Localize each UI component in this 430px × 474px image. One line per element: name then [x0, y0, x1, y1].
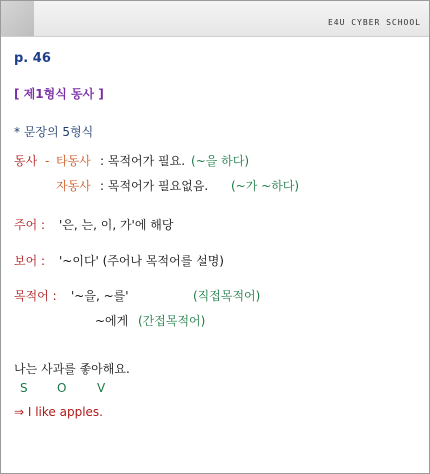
example-o-marker: O: [57, 381, 67, 395]
object-desc-indirect: ~에게: [95, 314, 129, 328]
intransitive-verb-desc: : 목적어가 필요없음.: [100, 179, 209, 193]
object-label: 목적어 :: [14, 289, 57, 303]
example-english: ⇒ I like apples.: [14, 405, 103, 419]
transitive-verb-desc: : 목적어가 필요.: [100, 154, 186, 168]
transitive-verb-label: 타동사: [56, 154, 91, 168]
object-note-indirect: (간접목적어): [138, 314, 206, 328]
complement-desc: '~이다' (주어나 목적어를 설명): [59, 254, 224, 268]
subject-desc: '은, 는, 이, 가'에 해당: [59, 218, 174, 232]
page-number: p. 46: [14, 51, 51, 66]
brand-text: E4U CYBER SCHOOL: [327, 18, 421, 27]
header-bar: [1, 1, 429, 37]
complement-label: 보어 :: [14, 254, 46, 268]
verb-dash: -: [45, 154, 50, 168]
verb-label: 동사: [14, 154, 38, 168]
subheading: * 문장의 5형식: [14, 125, 94, 139]
object-note-direct: (직접목적어): [193, 289, 261, 303]
object-desc-direct: '~을, ~를': [71, 289, 129, 303]
header-corner-block: [1, 1, 34, 36]
example-s-marker: S: [20, 381, 28, 395]
example-sentence: 나는 사과를 좋아해요.: [14, 362, 130, 376]
intransitive-verb-note: (~가 ~하다): [231, 179, 300, 193]
intransitive-verb-label: 자동사: [56, 179, 91, 193]
example-v-marker: V: [97, 381, 106, 395]
subject-label: 주어 :: [14, 218, 46, 232]
transitive-verb-note: (~을 하다): [191, 154, 250, 168]
section-title: [ 제1형식 동사 ]: [14, 87, 104, 101]
